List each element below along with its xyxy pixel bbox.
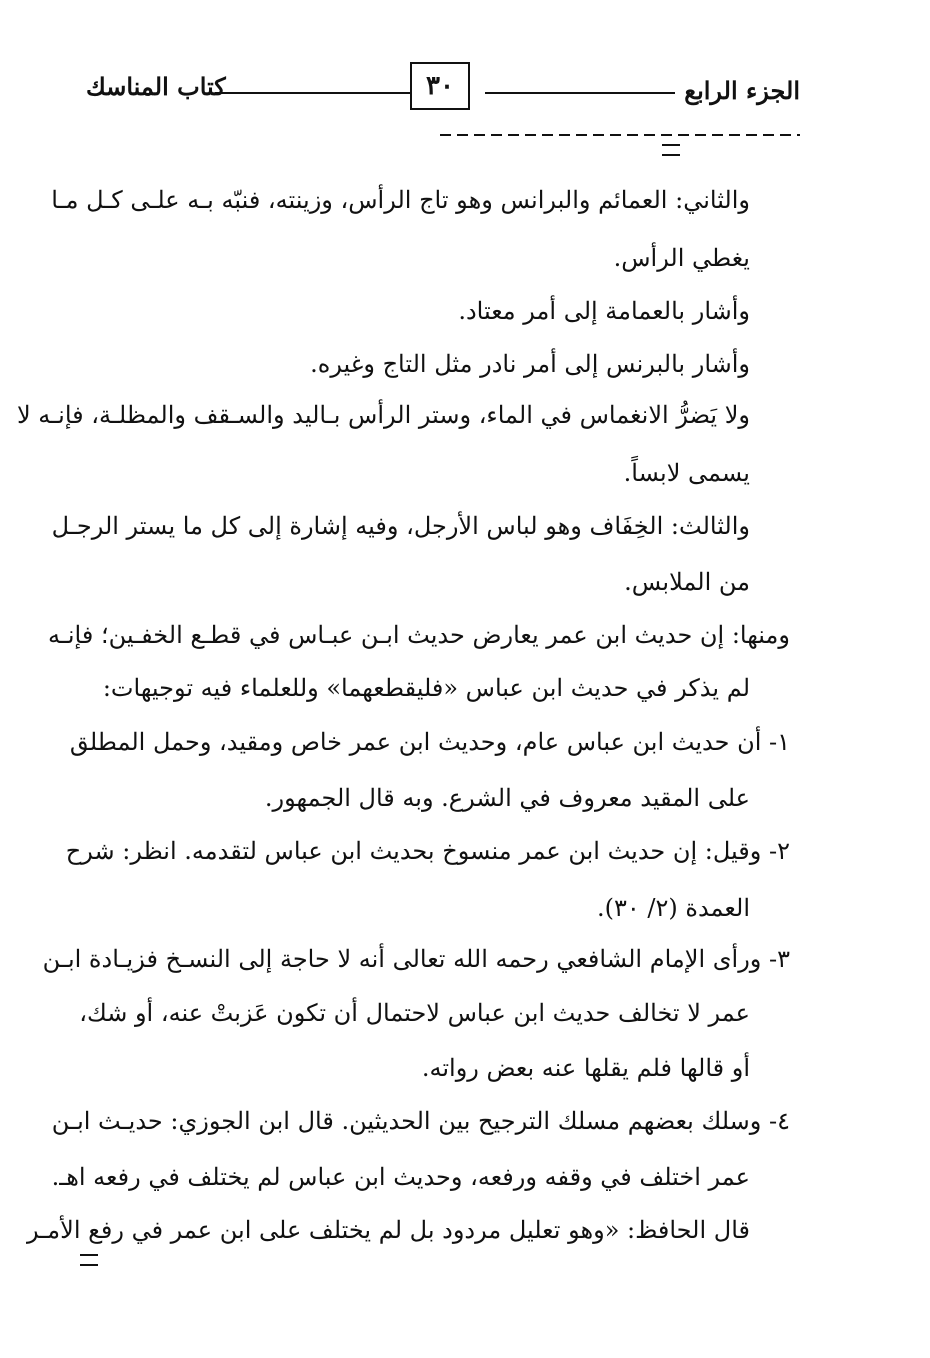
text-line: ١- أن حديث ابن عباس عام، وحديث ابن عمر خاص ومقيد، وحمل المطلق [69,728,790,756]
text-line: العمدة (٢/ ٣٠). [597,894,750,922]
text-line: يغطي الرأس. [613,244,750,272]
text-line: ٢- وقيل: إن حديث ابن عمر منسوخ بحديث ابن عباس لتقدمه. انظر: شرح [65,837,790,865]
text-line: وأشار بالبرنس إلى أمر نادر مثل التاج وغيره. [310,350,750,378]
text-line: والثالث: الخِفَاف وهو لباس الأرجل، وفيه إشارة إلى كل ما يستر الرجـل [51,512,750,540]
text-line: لم يذكر في حديث ابن عباس «فليقطعهما» وللعلماء فيه توجيهات: [102,674,750,702]
text-line: عمر اختلف في وقفه ورفعه، وحديث ابن عباس لم يختلف في رفعه اهـ. [51,1163,750,1191]
text-line: على المقيد معروف في الشرع. وبه قال الجمهور. [264,784,750,812]
text-line: وأشار بالعمامة إلى أمر معتاد. [458,297,750,325]
volume-title: الجزء الرابع [684,76,800,105]
text-line: أو قالها فلم يقلها عنه بعض رواته. [421,1054,750,1082]
text-line: من الملابس. [624,568,750,596]
text-line: عمر لا تخالف حديث ابن عباس لاحتمال أن تكون عَزبتْ عنه، أو شك، [79,999,750,1027]
text-line: والثاني: العمائم والبرانس وهو تاج الرأس، وزينته، فنبّه بـه علـى كـل مـا [51,186,750,214]
text-line: ولا يَضرُّ الانغماس في الماء، وستر الرأس بـاليد والسـقف والمظلـة، فإنـه لا [16,401,750,429]
text-line: ٣- ورأى الإمام الشافعي رحمه الله تعالى أنه لا حاجة إلى النسـخ فزيـادة ابـن [42,945,790,973]
text-line: ٤- وسلك بعضهم مسلك الترجيح بين الحديثين. قال ابن الجوزي: حديـث ابـن [51,1107,790,1135]
text-line: يسمى لابساً. [623,459,750,487]
page-number: ٣٠ [410,62,470,110]
chapter-title: كتاب المناسك [86,72,226,101]
text-line: ومنها: إن حديث ابن عمر يعارض حديث ابـن عبـاس في قطـع الخفـين؛ فإنـه [47,621,790,649]
continuation-mark-bottom [80,1254,98,1266]
text-line: قال الحافظ: «وهو تعليل مردود بل لم يختلف على ابن عمر في رفع الأمـر [27,1216,750,1244]
